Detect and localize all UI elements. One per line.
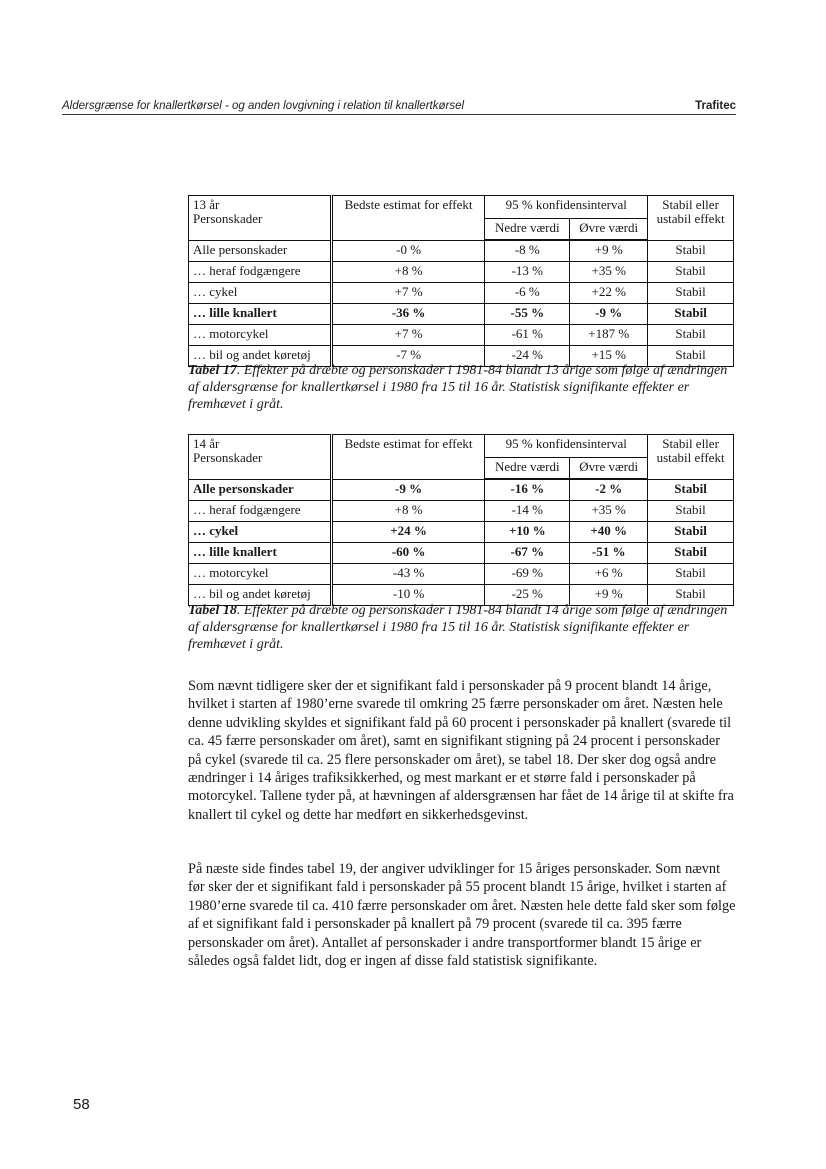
cell-lower: -13 % <box>485 262 570 283</box>
cell-stability: Stabil <box>648 543 734 564</box>
cell-lower: -8 % <box>485 240 570 262</box>
body-paragraph-2: På næste side findes tabel 19, der angiver udviklinger for 15 åriges personskader. Som nævnt før sker der et signifikant fald i personskader på 55 procent blandt 15 årige, hvilket i starten af 1980’erne svarede til ca. 410 færre personskader om året. Næsten hele dette fald sker som følge af et signifikant fald i personskader på knallert på 79 procent (svarede til ca. 395 færre personskader om året). Antallet af personskader i andre transportformer blandt 15 årige er således også faldet lidt, dog er ingen af disse fald statistisk signifikante. <box>188 861 736 970</box>
cell-upper: -9 % <box>570 304 648 325</box>
row-label: … cykel <box>189 522 332 543</box>
cell-estimate: -60 % <box>331 543 485 564</box>
table-18-caption: Tabel 18. Effekter på dræbte og personskader i 1981-84 blandt 14 årige som følge af ændringen af aldersgrænse for knallertkørsel i 1980 fra 15 til 16 år. Statistisk signifikante effekter er fremhævet i gråt. <box>188 603 728 652</box>
running-header <box>62 94 736 115</box>
cell-stability: Stabil <box>648 325 734 346</box>
cell-stability: Stabil <box>648 283 734 304</box>
cell-upper: +9 % <box>570 240 648 262</box>
page-number: 58 <box>73 1096 90 1113</box>
row-label: … heraf fodgængere <box>189 501 332 522</box>
table-row <box>189 479 734 501</box>
table-row <box>189 522 734 543</box>
cell-estimate: -9 % <box>331 479 485 501</box>
row-label: … heraf fodgængere <box>189 262 332 283</box>
cell-estimate: +8 % <box>331 501 485 522</box>
cell-lower: -67 % <box>485 543 570 564</box>
cell-lower: -69 % <box>485 564 570 585</box>
cell-estimate: -10 % <box>331 585 485 606</box>
cell-estimate: +7 % <box>331 325 485 346</box>
row-label: … motorcykel <box>189 564 332 585</box>
cell-stability: Stabil <box>648 501 734 522</box>
col-header-lower: Nedre værdi <box>485 458 570 480</box>
cell-estimate: -43 % <box>331 564 485 585</box>
col-header-estimate: Bedste estimat for effekt <box>331 196 485 241</box>
cell-upper: +6 % <box>570 564 648 585</box>
cell-estimate: -36 % <box>331 304 485 325</box>
cell-stability: Stabil <box>648 585 734 606</box>
table-row <box>189 543 734 564</box>
table-corner: 14 år Personskader <box>189 435 332 480</box>
cell-upper: -51 % <box>570 543 648 564</box>
cell-estimate: +24 % <box>331 522 485 543</box>
table-corner: 13 år Personskader <box>189 196 332 241</box>
cell-upper: +9 % <box>570 585 648 606</box>
col-header-upper: Øvre værdi <box>570 458 648 480</box>
cell-stability: Stabil <box>648 479 734 501</box>
cell-lower: -16 % <box>485 479 570 501</box>
col-header-stability: Stabil eller ustabil effekt <box>648 435 734 480</box>
cell-lower: -14 % <box>485 501 570 522</box>
cell-upper: +22 % <box>570 283 648 304</box>
table-17-caption: Tabel 17. Effekter på dræbte og personskader i 1981-84 blandt 13 årige som følge af ændringen af aldersgrænse for knallertkørsel i 1980 fra 15 til 16 år. Statistisk signifikante effekter er fremhævet i gråt. <box>188 363 728 412</box>
row-label: … lille knallert <box>189 304 332 325</box>
cell-lower: -55 % <box>485 304 570 325</box>
cell-upper: +35 % <box>570 262 648 283</box>
row-label: … bil og andet køretøj <box>189 585 332 606</box>
table-row <box>189 283 734 304</box>
col-header-estimate: Bedste estimat for effekt <box>331 435 485 480</box>
cell-stability: Stabil <box>648 522 734 543</box>
table-row <box>189 304 734 325</box>
cell-lower: -25 % <box>485 585 570 606</box>
cell-lower: +10 % <box>485 522 570 543</box>
cell-estimate: -0 % <box>331 240 485 262</box>
cell-estimate: +8 % <box>331 262 485 283</box>
table-row <box>189 501 734 522</box>
cell-stability: Stabil <box>648 304 734 325</box>
row-label: Alle personskader <box>189 240 332 262</box>
cell-upper: +187 % <box>570 325 648 346</box>
header-brand: Trafitec <box>695 100 736 112</box>
table-row <box>189 262 734 283</box>
col-header-ci: 95 % konfidensinterval <box>485 196 648 219</box>
table-row <box>189 564 734 585</box>
col-header-lower: Nedre værdi <box>485 219 570 241</box>
cell-upper: -2 % <box>570 479 648 501</box>
col-header-upper: Øvre værdi <box>570 219 648 241</box>
row-label: … motorcykel <box>189 325 332 346</box>
cell-estimate: -7 % <box>331 346 485 367</box>
cell-stability: Stabil <box>648 262 734 283</box>
cell-upper: +15 % <box>570 346 648 367</box>
cell-lower: -24 % <box>485 346 570 367</box>
table-17 <box>188 195 734 367</box>
cell-stability: Stabil <box>648 240 734 262</box>
cell-lower: -61 % <box>485 325 570 346</box>
header-title: Aldersgrænse for knallertkørsel - og anden lovgivning i relation til knallertkørsel <box>62 100 465 112</box>
col-header-stability: Stabil eller ustabil effekt <box>648 196 734 241</box>
table-18 <box>188 434 734 606</box>
cell-estimate: +7 % <box>331 283 485 304</box>
table-row <box>189 325 734 346</box>
row-label: … cykel <box>189 283 332 304</box>
row-label: Alle personskader <box>189 479 332 501</box>
cell-stability: Stabil <box>648 564 734 585</box>
row-label: … lille knallert <box>189 543 332 564</box>
col-header-ci: 95 % konfidensinterval <box>485 435 648 458</box>
table-row <box>189 240 734 262</box>
row-label: … bil og andet køretøj <box>189 346 332 367</box>
cell-stability: Stabil <box>648 346 734 367</box>
body-paragraph-1: Som nævnt tidligere sker der et signifikant fald i personskader på 9 procent blandt 14 årige, hvilket i starten af 1980’erne svarede til omkring 25 færre personskader om året. Næsten hele denne udvikling skyldes et signifikant fald på 60 procent i personskader på knallert (svarede til ca. 45 færre personskader om året), samt en signifikant stigning på 24 procent i personskader på cykel (svarede til ca. 25 flere personskader om året), se tabel 18. Der sker dog også andre ændringer i 14 åriges trafiksikkerhed, og mest markant er et større fald i personskader på motorcykel. Tallene tyder på, at hævningen af aldersgrænsen har fået de 14 årige til at skifte fra knallert til cykel og dette har medført en sikkerhedsgevinst. <box>188 678 734 823</box>
cell-upper: +40 % <box>570 522 648 543</box>
cell-upper: +35 % <box>570 501 648 522</box>
cell-lower: -6 % <box>485 283 570 304</box>
